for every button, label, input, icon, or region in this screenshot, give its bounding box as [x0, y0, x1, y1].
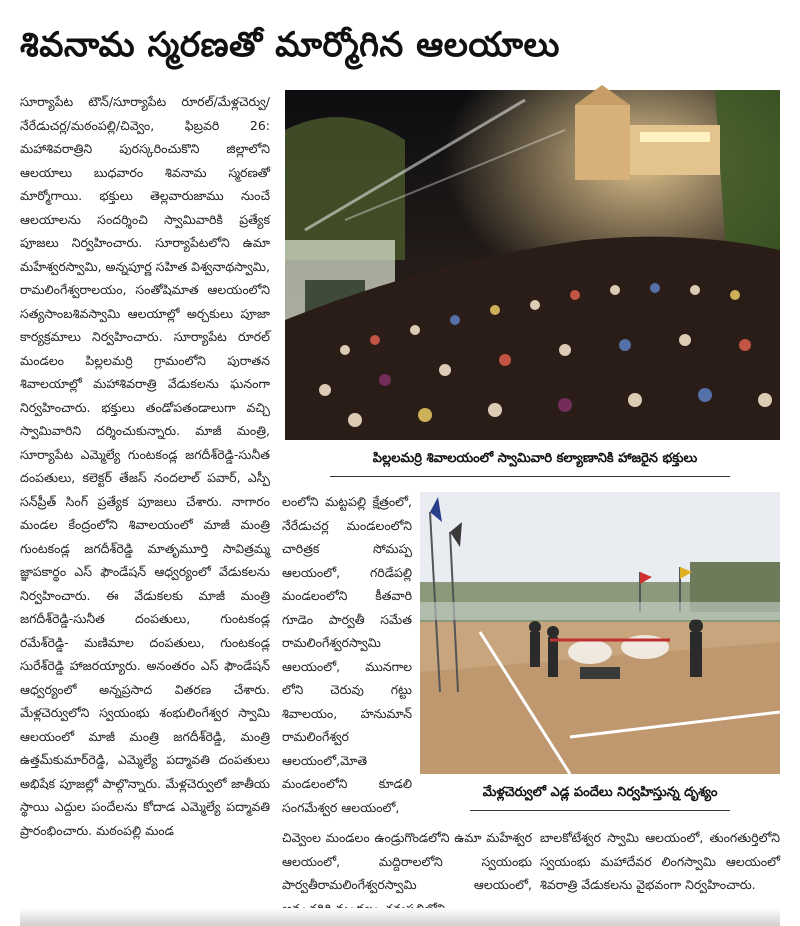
temple-photo-caption: పిల్లలమర్రి శివాలయంలో స్వామివారి కల్యాణానికి హాజరైన భక్తులు [372, 451, 698, 466]
next-article-cutoff [20, 908, 780, 926]
article-body-mid: లంలోని మట్టపల్లి క్షేత్రంలో, నేరేడుచర్ల మండలంలోని చారిత్రక సోమప్ప ఆలయంలో, గరిడేపల్లి మండలంలోని కీతవారి గూడెం పార్వతీ సమేత రామలింగేశ్వరస్వామి ఆలయంలో, మునగాల లోని చెరువు గట్టు శివాలయం, హనుమాన్ రామలింగేశ్వర ఆలయంలో,మోతె మండలంలోని కూడలి సంగమేశ్వర ఆలయంలో, [282, 494, 412, 815]
article-headline: శివనామ స్మరణతో మార్మోగిన ఆలయాలు [20, 25, 560, 65]
bull-race-photo [420, 492, 780, 774]
article-body-left: సూర్యాపేట టౌన్/సూర్యాపేట రూరల్/మేళ్లచెర్వు/నేరేడుచర్ల/మఠంపల్లి/చివ్వెం, ఫిబ్రవరి 26: మహాశివరాత్రిని పురస్కరించుకొని జిల్లాలోని ఆలయాలు బుధవారం శివనామ స్మరణతో మార్మోగాయి. భక్తులు తెల్లవారుజాము నుంచే ఆలయాలను సందర్శించి స్వామివారికి ప్రత్యేక పూజలు నిర్వహించారు. సూర్యాపేటలోని ఉమా మహేశ్వరస్వామి, అన్నపూర్ణ సహిత విశ్వనాథస్వామి, రామలింగేశ్వరాలయం, సంతోషిమాత ఆలయంలోని సత్యసాంబశివస్వామి ఆలయాల్లో అర్చకులు పూజా కార్యక్రమాలు నిర్వహించారు. సూర్యాపేట రూరల్ మండలం పిల్లలమర్రి గ్రామంలోని పురాతన శివాలయాల్లో మహాశివరాత్రి వేడుకలను ఘనంగా నిర్వహించారు. భక్తులు తండోపతండాలుగా వచ్చి స్వామివారిని దర్శించుకున్నారు. మాజీ మంత్రి, సూర్యాపేట ఎమ్మెల్యే గుంటకండ్ల జగదీశ్‌రెడ్డి-సునీత దంపతులు, కలెక్టర్ తేజస్ నందలాల్ పవార్, ఎస్పీ సన్‌ప్రీత్ సింగ్ ప్రత్యేక పూజలు చేశారు. నాగారం మండల కేంద్రంలోని శివాలయంలో మాజీ మంత్రి గుంటకండ్ల జగదీశ్‌రెడ్డి మాతృమూర్తి సావిత్రమ్మ జ్ఞాపకార్థం ఎస్ ఫౌండేషన్ ఆధ్వర్యంలో వేడుకలను నిర్వహించారు. ఈ వేడుకలకు మాజీ మంత్రి జగదీశ్‌రెడ్డి-సునీత దంపతులు, గుంటకండ్ల రమేశ్‌రెడ్డి- మణిమాల దంపతులు, గుంటకండ్ల సురేశ్‌రెడ్డి హాజరయ్యారు. అనంతరం ఎస్ ఫౌండేషన్ ఆధ్వర్యంలో అన్నప్రసాద వితరణ చేశారు. మేళ్లచెర్వులోని స్వయంభు శంభులింగేశ్వర స్వామి ఆలయంలో మాజీ మంత్రి జగదీశ్‌రెడ్డి, మంత్రి ఉత్తమ్‌కుమార్‌రెడ్డి, ఎమ్మెల్యే పద్మావతి దంపతులు అభిషేక పూజల్లో పాల్గొన్నారు. మేళ్లచెర్వులో జాతీయ స్థాయి ఎద్దుల పందేలను కోదాడ ఎమ్మెల్యే పద్మావతి ప్రారంభించారు. మఠంపల్లి మండ [20, 94, 270, 838]
article-body-bottom-mid: చివ్వెంల మండలం ఉండ్రుగొండలోని ఉమా మహేశ్వర ఆలయంలో, మద్దిరాలలోని స్వయంభు పార్వతీరామలింగేశ్వరస్వామి ఆలయంలో, [282, 830, 532, 892]
bull-race-illustration [420, 492, 780, 774]
caption-divider [470, 810, 730, 811]
caption-divider [330, 476, 730, 477]
temple-crowd-photo [285, 90, 780, 440]
article-body-right: బాలకోటేశ్వర స్వామి ఆలయంలో, తుంగతుర్తిలోని స్వయంభు మహాదేవర లింగస్వామి ఆలయంలో శివరాత్రి వేడుకలను వైభవంగా నిర్వహించారు. [540, 830, 780, 892]
race-photo-caption: మేళ్లచెర్వులో ఎడ్ల పందేలు నిర్వహిస్తున్న దృశ్యం [482, 785, 718, 800]
temple-crowd-illustration [285, 90, 780, 440]
